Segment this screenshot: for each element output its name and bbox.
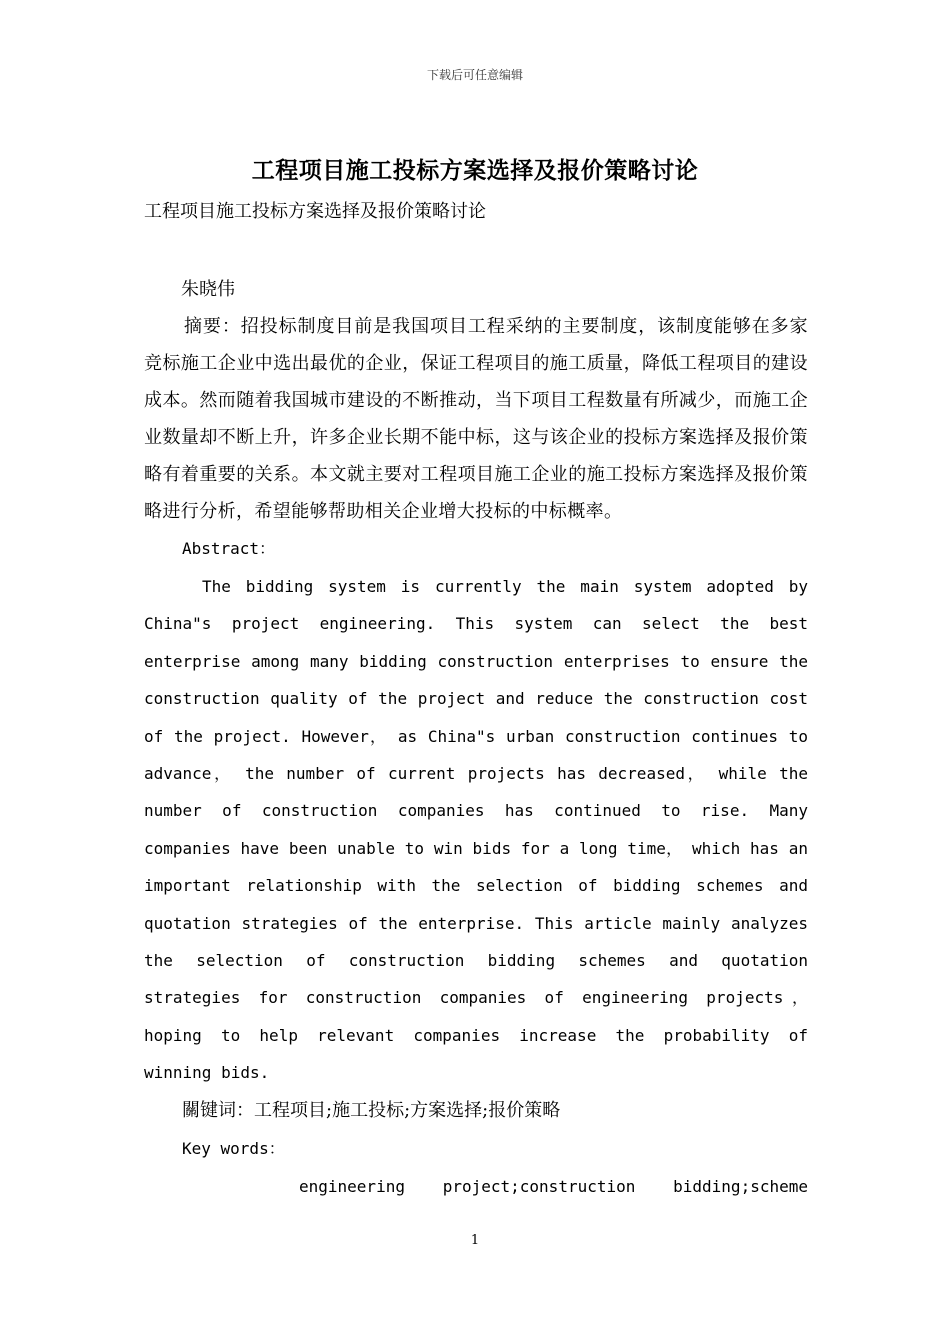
- keywords-en-label: Key words：: [182, 1138, 285, 1158]
- page-title: 工程项目施工投标方案选择及报价策略讨论: [251, 157, 699, 184]
- keywords-en: engineering project;construction bidding;scheme: [299, 1176, 808, 1196]
- keywords-cn: 關键词：工程项目;施工投标;方案选择;报价策略: [182, 1099, 561, 1121]
- header-note: 下载后可任意编辑: [426, 68, 523, 82]
- page-number: 1: [470, 1233, 480, 1248]
- abstract-cn: 摘要：招投标制度目前是我国项目工程采纳的主要制度，该制度能够在多家竞标施工企业中选出最优的企业，保证工程项目的施工质量，降低工程项目的建设成本。然而随着我国城市建设的不断推动，当下项目工程数量有所减少，而施工企业数量却不断上升，许多企业长期不能中标，这与该企业的投标方案选择及报价策略有着重要的关系。本文就主要对工程项目施工企业的施工投标方案选择及报价策略进行分析，希望能够帮助相关企业增大投标的中标概率。: [144, 316, 808, 522]
- subtitle: 工程项目施工投标方案选择及报价策略讨论: [144, 201, 486, 222]
- abstract-en: The bidding system is currently the main system adopted by China"s project engineering. This system can select the best enterprise among many bidding construction enterprises to ensure the construction quality of the project and reduce the construction cost of the project. However， as China"s urban construction continues to advance， the number of current projects has decreased， while the number of construction companies has continued to rise. Many companies have been unable to win bids for a long time， which has an important relationship with the selection of bidding schemes and quotation strategies of the enterprise. This article mainly analyzes the selection of construction bidding schemes and quotation strategies for construction companies of engineering projects， hoping to help relevant companies increase the probability of winning bids.: [144, 577, 809, 1083]
- author: 朱晓伟: [181, 279, 235, 300]
- abstract-en-label: Abstract：: [182, 539, 276, 558]
- document-body: [144, 197, 808, 1206]
